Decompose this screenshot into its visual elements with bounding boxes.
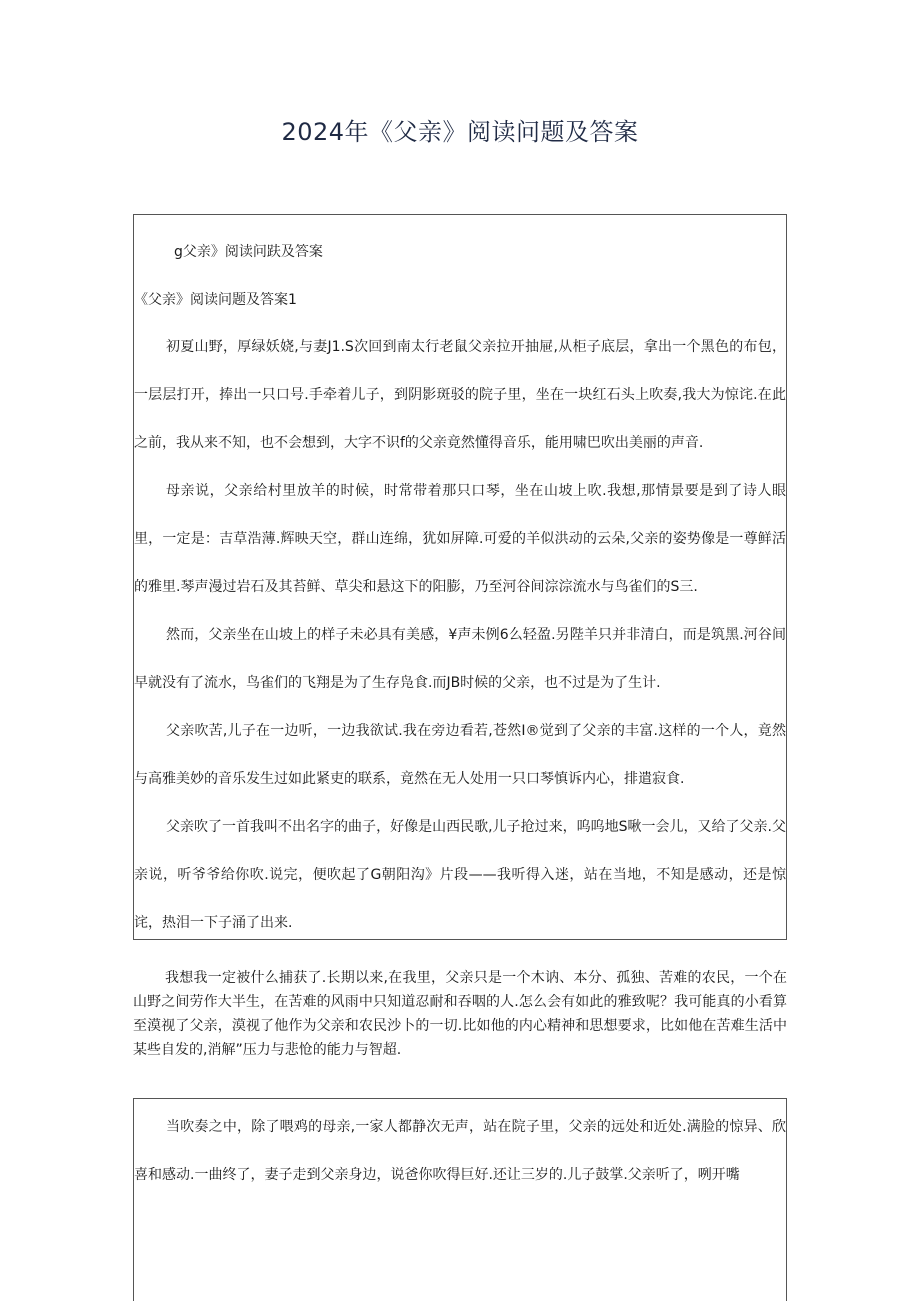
- paragraph-2: 母亲说，父亲给村里放羊的时候，时常带着那只口琴，坐在山坡上吹.我想,那情景要是到了诗人眼里，一定是：吉草浩薄.辉映天空，群山连绵，犹如屏障.可爱的羊似洪动的云朵,父亲的姿势像是一尊鲜活的雅里.琴声漫过岩石及其苔鲜、草尖和悬这下的阳膨，乃至河谷间淙淙流水与鸟雀们的S三.: [134, 483, 786, 595]
- paragraph-5: 父亲吹了一首我叫不出名字的曲子，好像是山西民歌,儿子抢过来，呜呜地S啾一会儿，又给了父亲.父亲说，听爷爷给你吹.说完，便吹起了G朝阳沟》片段——我听得入迷，站在当地，不知是感动，还是惊诧，热泪一下子涌了出来.: [134, 819, 786, 931]
- text-box-2: [133, 1098, 787, 1301]
- paragraph-7: 当吹奏之中，除了喂鸡的母亲,一家人都静次无声，站在院子里，父亲的远处和近处.满脸的惊异、欣喜和感动.一曲终了，妻子走到父亲身边，说爸你吹得巨好.还让三岁的.儿子鼓掌.父亲听了，咧开嘴: [134, 1119, 786, 1183]
- paragraph-6: 我想我一定被什么捕获了.长期以来,在我里，父亲只是一个木讷、本分、孤独、苦难的农民，一个在山野之间劳作大半生，在苦难的风雨中只知道忍耐和吞咽的人.怎么会有如此的雅致呢？我可能真的小看算至漠视了父亲，漠视了他作为父亲和农民沙卜的一切.比如他的内心精神和思想要求，比如他在苦难生活中某些自发的,消解”压力与悲怆的能力与智超.: [133, 970, 787, 1058]
- paragraph-4: 父亲吹苦,儿子在一边听，一边我欲试.我在旁边看若,苍然I®觉到了父亲的丰富.这样的一个人，竟然与高雅美妙的音乐发生过如此紧吏的联系，竟然在无人处用一只口琴慎诉内心，排遣寂食.: [134, 723, 786, 787]
- subheading-2: 《父亲》阅读问题及答案1: [134, 292, 297, 308]
- paragraph-3: 然而，父亲坐在山坡上的样子未必具有美感，¥声未例6么轻盈.另陛羊只并非清白，而是筑黑.河谷间早就没有了流水，鸟雀们的飞翔是为了生存凫食.而JB时候的父亲，也不过是为了生计.: [134, 627, 786, 691]
- paragraph-1: 初夏山野，厚绿妖娆,与妻J1.S次回到南太行老鼠父亲拉开抽屉,从柜子底层，拿出一个黑色的布包，一层层打开，捧出一只口号.手牵着儿子，到阴影斑驳的院子里，坐在一块红石头上吹奏,我大为惊诧.在此之前，我从来不知，也不会想到，大字不识f的父亲竟然懂得音乐，能用啸巴吹出美丽的声音.: [134, 339, 786, 451]
- subheading-1: g父亲》阅读问趺及答案: [174, 244, 323, 260]
- text-box-1: [133, 214, 787, 940]
- document-title: 2024年《父亲》阅读问题及答案: [281, 118, 639, 146]
